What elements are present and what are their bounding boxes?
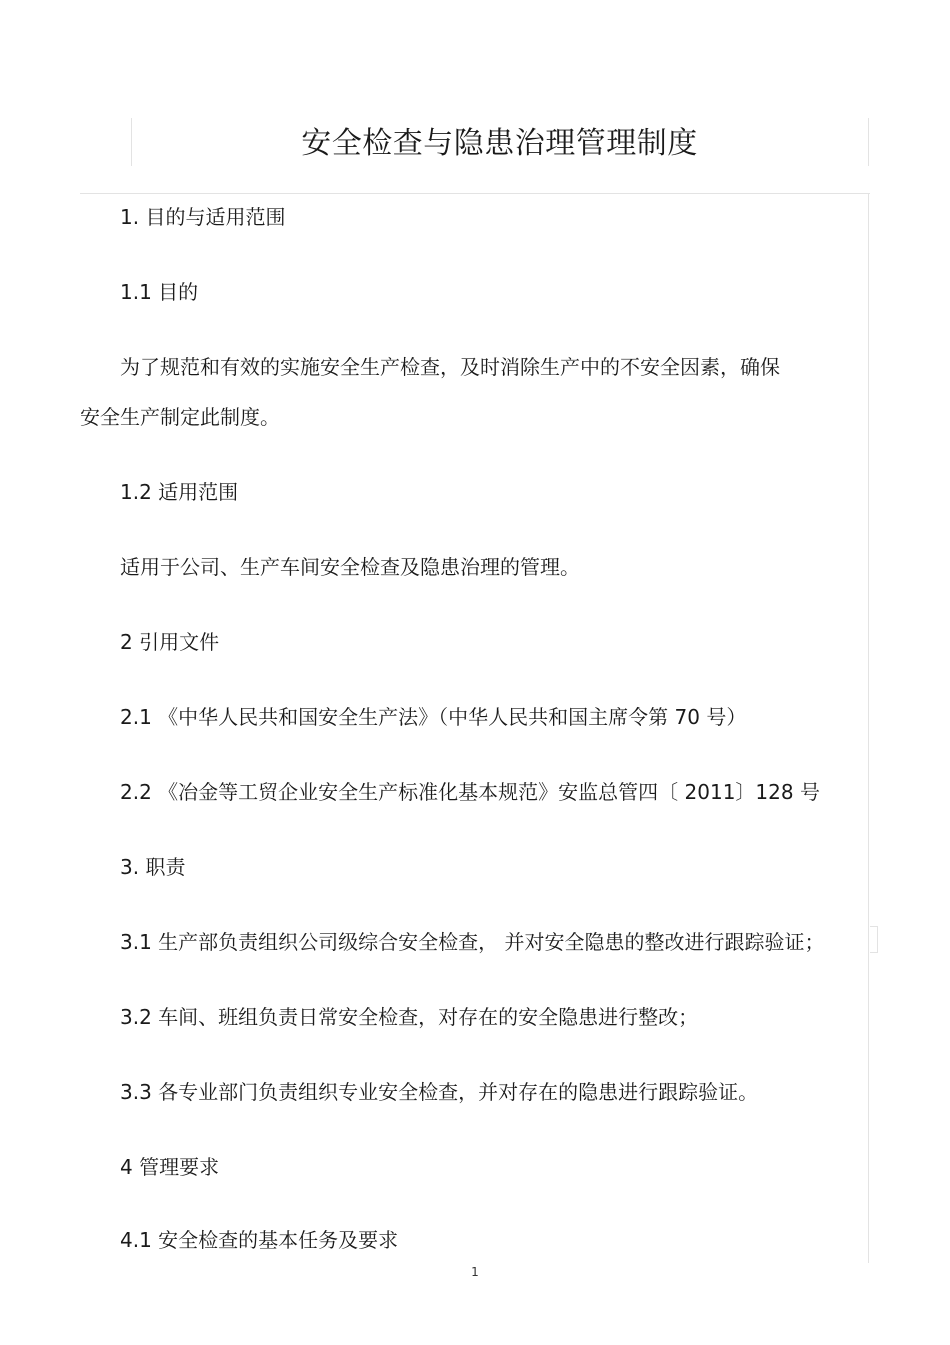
frame-line [877, 926, 878, 952]
section-heading: 2 引用文件 [120, 630, 220, 654]
paragraph-line: 适用于公司、生产车间安全检查及隐患治理的管理。 [120, 555, 580, 579]
frame-line [870, 952, 878, 953]
subsection-heading: 4.1 安全检查的基本任务及要求 [120, 1228, 399, 1252]
section-heading: 3. 职责 [120, 855, 186, 879]
subsection-heading: 1.1 目的 [120, 280, 199, 304]
list-item: 3.3 各专业部门负责组织专业安全检查，并对存在的隐患进行跟踪验证。 [120, 1080, 759, 1104]
section-heading: 1. 目的与适用范围 [120, 205, 286, 229]
paragraph-line: 为了规范和有效的实施安全生产检查，及时消除生产中的不安全因素，确保 [120, 355, 780, 379]
frame-line [80, 193, 870, 194]
frame-line [868, 193, 869, 1263]
frame-line [868, 118, 869, 166]
subsection-heading: 1.2 适用范围 [120, 480, 239, 504]
section-heading: 4 管理要求 [120, 1155, 220, 1179]
paragraph-line: 安全生产制定此制度。 [80, 405, 280, 429]
document-title: 安全检查与隐患治理管理制度 [301, 126, 698, 161]
list-item: 2.1 《中华人民共和国安全生产法》（中华人民共和国主席令第 70 号） [120, 705, 747, 729]
list-item: 3.1 生产部负责组织公司级综合安全检查， 并对安全隐患的整改进行跟踪验证； [120, 930, 825, 954]
list-item: 3.2 车间、班组负责日常安全检查，对存在的安全隐患进行整改； [120, 1005, 699, 1029]
list-item: 2.2 《冶金等工贸企业安全生产标准化基本规范》安监总管四〔 2011〕128 号 [120, 780, 820, 804]
page-number: 1 [471, 1265, 479, 1279]
